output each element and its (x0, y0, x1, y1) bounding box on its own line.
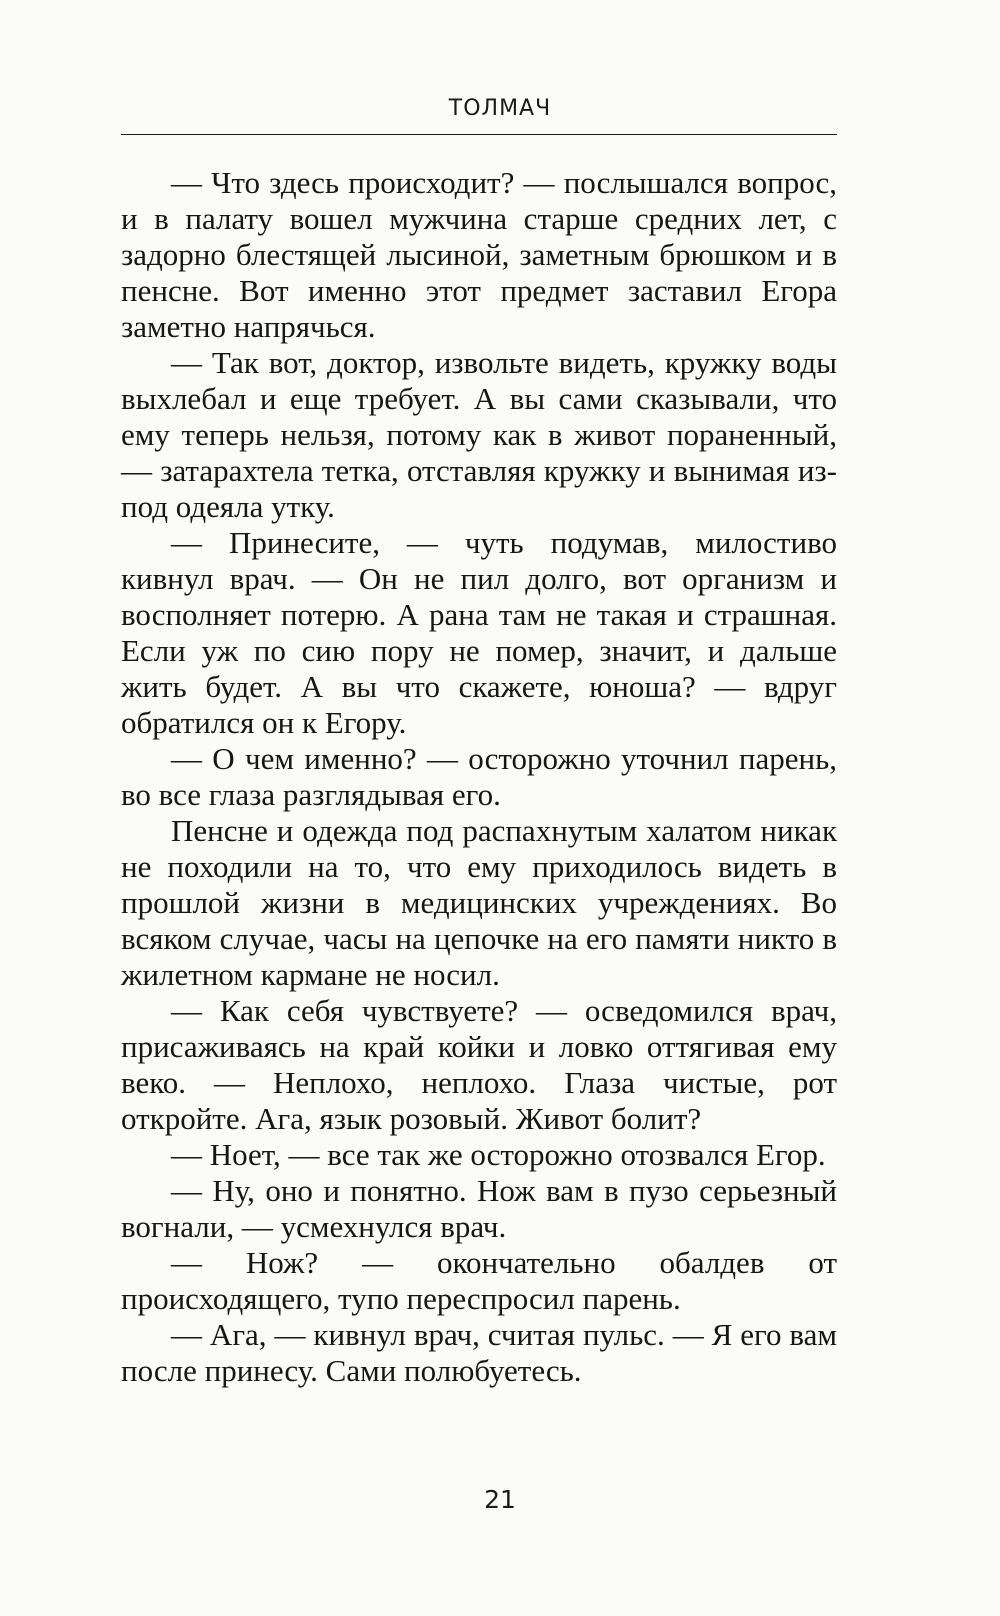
paragraph: — Что здесь происходит? — послышался вопрос, и в палату вошел мужчина старше средних лет, с задорно блестящей лысиной, заметным брюшком и в пенсне. Вот именно этот предмет заставил Егора заметно напрячься. (121, 165, 837, 344)
paragraph: — Ну, оно и понятно. Нож вам в пузо серьезный вогнали, — усмехнулся врач. (121, 1173, 837, 1244)
paragraph: — О чем именно? — осторожно уточнил парень, во все глаза разглядывая его. (121, 741, 837, 812)
paragraph: — Нож? — окончательно обалдев от происходящего, тупо переспросил парень. (121, 1245, 837, 1316)
paragraph: Пенсне и одежда под распахнутым халатом никак не походили на то, что ему приходилось видеть в прошлой жизни в медицинских учреждениях. Во всяком случае, часы на цепочке на его памяти никто в жилетном кармане не носил. (121, 813, 837, 992)
header-rule (121, 134, 837, 135)
paragraph: — Принесите, — чуть подумав, милостиво кивнул врач. — Он не пил долго, вот организм и восполняет потерю. А рана там не такая и страшная. Если уж по сию пору не помер, значит, и дальше жить будет. А вы что скажете, юноша? — вдруг обратился он к Егору. (121, 525, 837, 740)
paragraph: — Ага, — кивнул врач, считая пульс. — Я его вам после принесу. Сами полюбуетесь. (121, 1317, 837, 1388)
body-text (121, 165, 837, 1389)
running-title: ТОЛМАЧ (448, 96, 552, 121)
paragraph: — Так вот, доктор, извольте видеть, кружку воды выхлебал и еще требует. А вы сами сказывали, что ему теперь нельзя, потому как в живот пораненный, — затарахтела тетка, отставляя кружку и вынимая из-под одеяла утку. (121, 345, 837, 524)
paragraph: — Как себя чувствуете? — осведомился врач, присаживаясь на край койки и ловко оттягивая ему веко. — Неплохо, неплохо. Глаза чистые, рот откройте. Ага, язык розовый. Живот болит? (121, 993, 837, 1136)
page-number: 21 (484, 1485, 516, 1514)
paragraph: — Ноет, — все так же осторожно отозвался Егор. (171, 1137, 826, 1172)
